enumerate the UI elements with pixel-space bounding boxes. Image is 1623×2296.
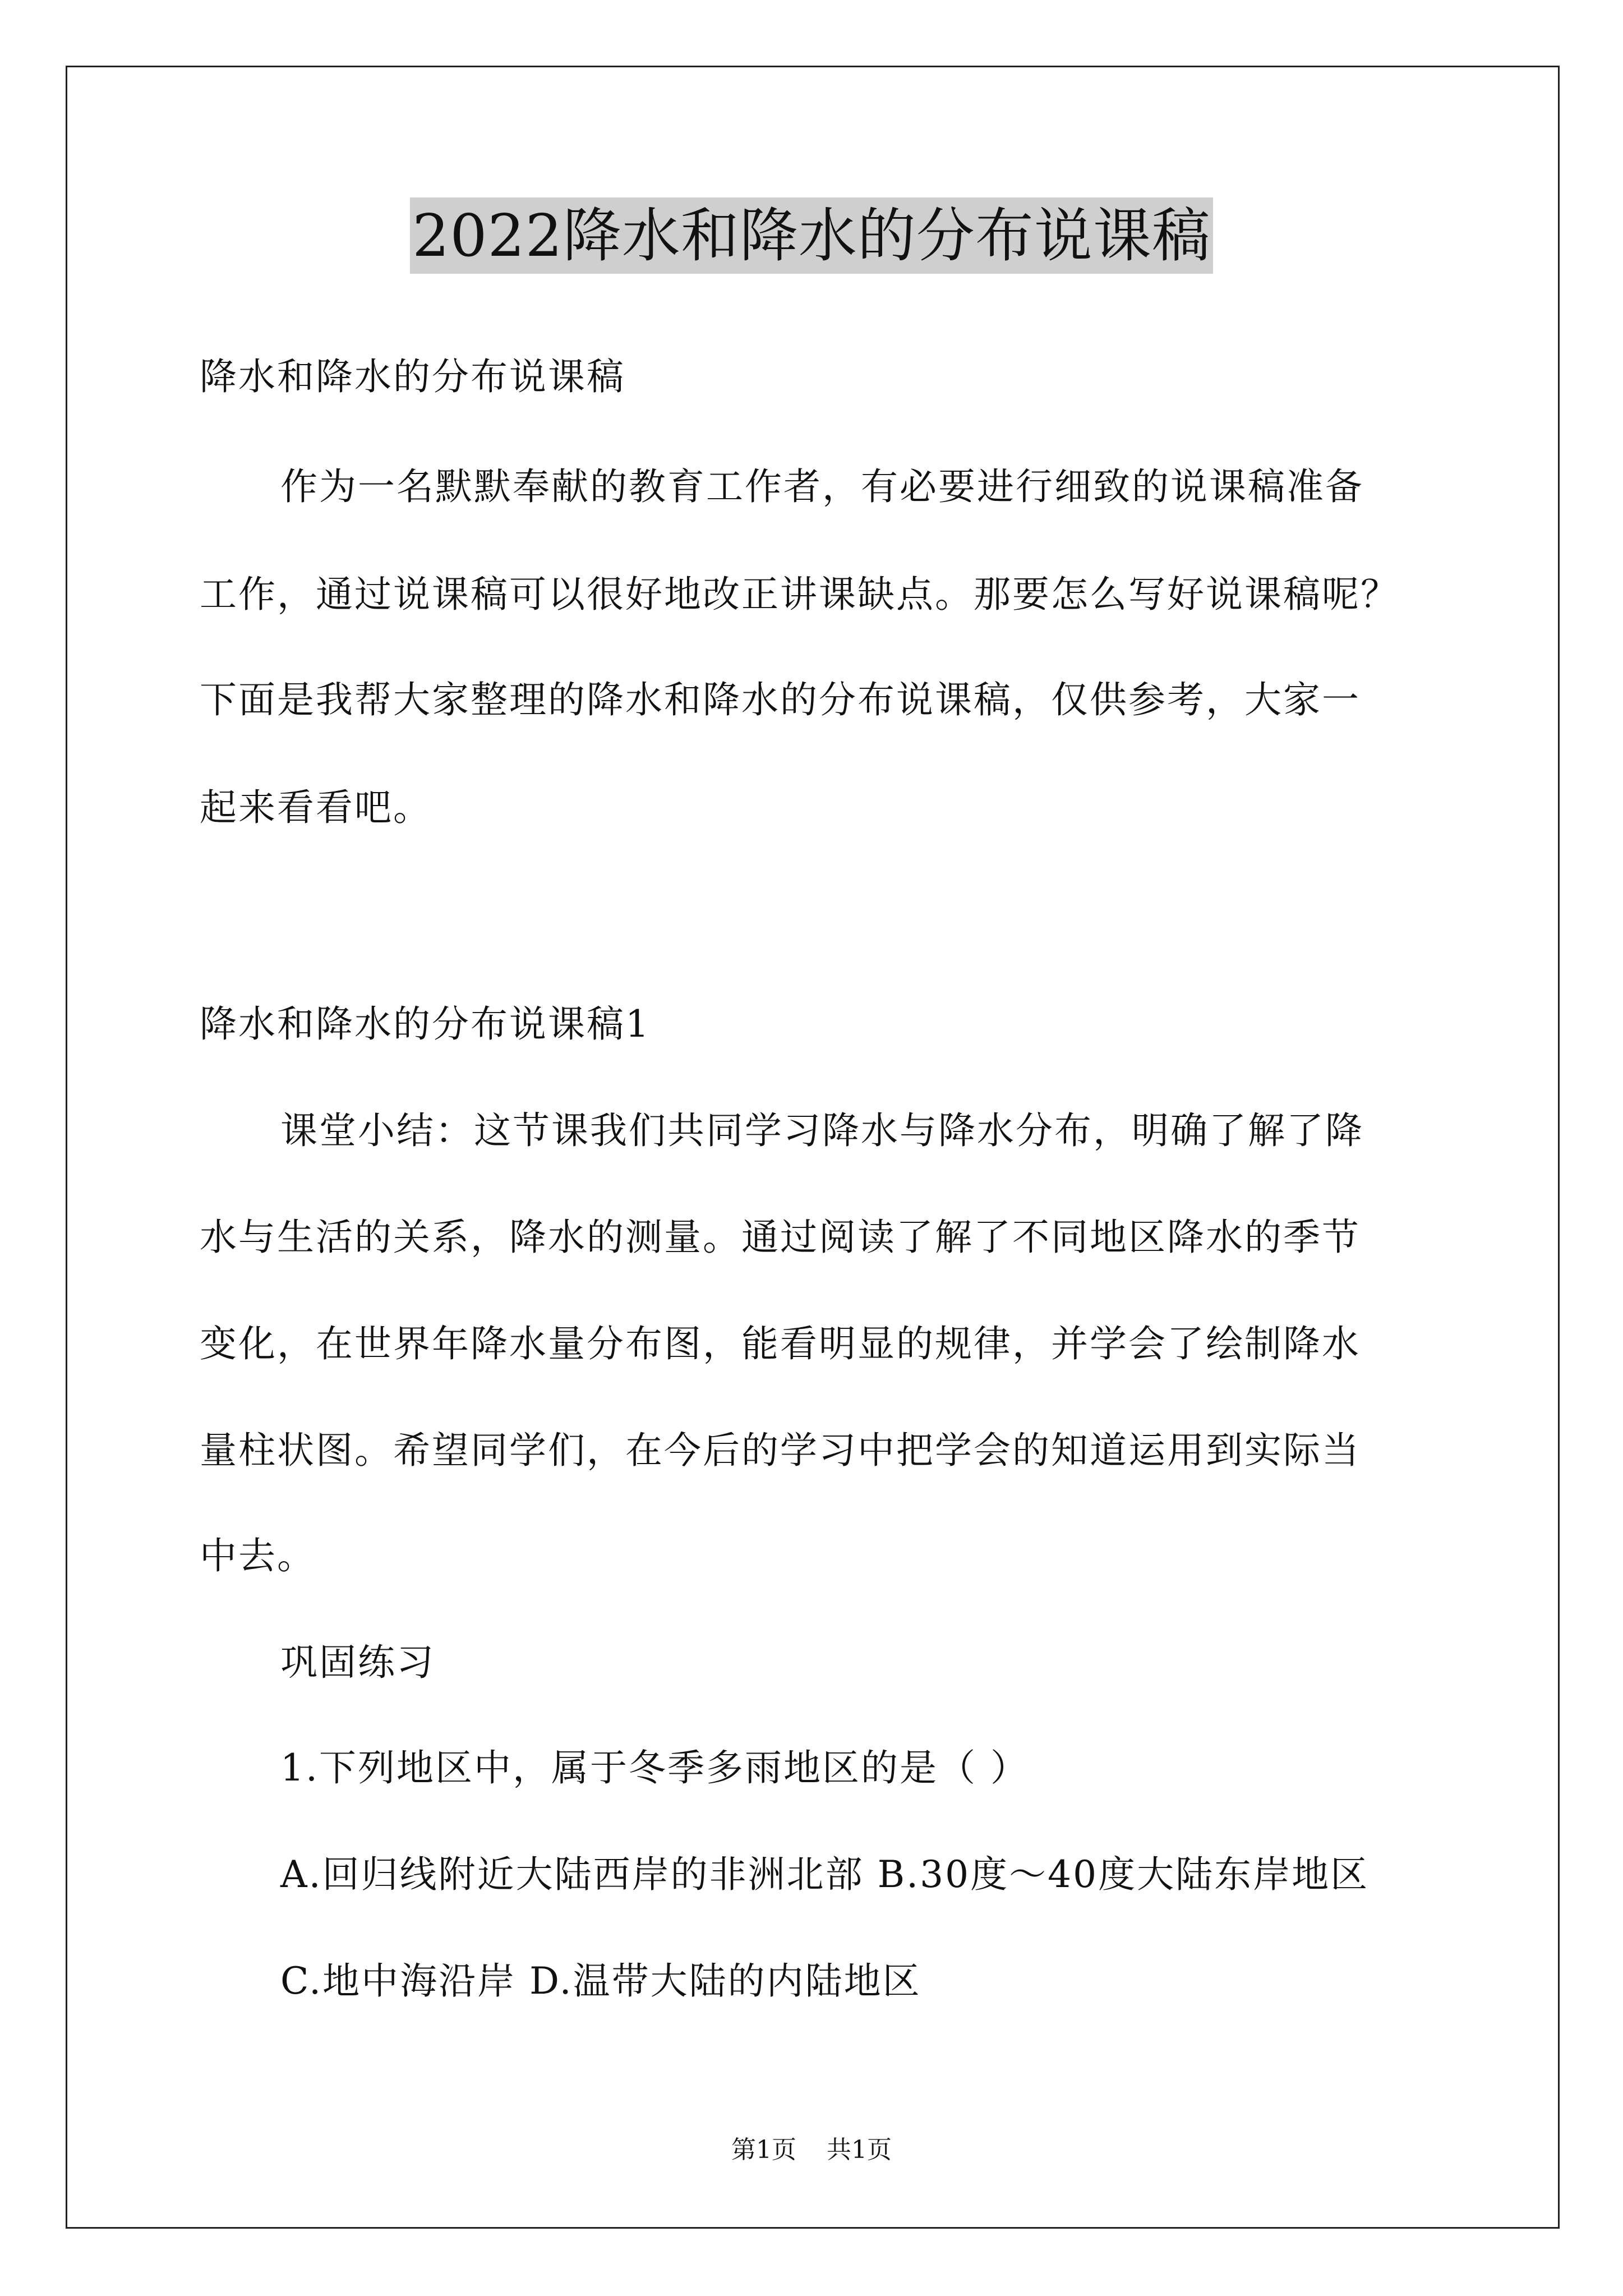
section-heading: 降水和降水的分布说课稿1 (200, 1002, 651, 1046)
subtitle-line: 降水和降水的分布说课稿 (200, 355, 625, 398)
page-number: 第1页 (731, 2136, 796, 2164)
paragraph-line: 工作，通过说课稿可以很好地改正讲课缺点。那要怎么写好说课稿呢？ (200, 573, 1399, 616)
paragraph-line: 变化，在世界年降水量分布图，能看明显的规律，并学会了绘制降水 (200, 1322, 1361, 1365)
paragraph-line: 课堂小结：这节课我们共同学习降水与降水分布，明确了解了降 (280, 1109, 1364, 1152)
page-footer (0, 2134, 1623, 2166)
question-line: 1.下列地区中，属于冬季多雨地区的是（ ） (280, 1746, 1029, 1789)
paragraph-line: 起来看看吧。 (200, 786, 432, 829)
paragraph-line: 下面是我帮大家整理的降水和降水的分布说课稿，仅供参考，大家一 (200, 678, 1361, 721)
title-container (0, 197, 1623, 274)
document-title: 2022降水和降水的分布说课稿 (410, 197, 1213, 274)
paragraph-line: 作为一名默默奉献的教育工作者，有必要进行细致的说课稿准备 (280, 465, 1364, 508)
option-line: A.回归线附近大陆西岸的非洲北部 B.30度～40度大陆东岸地区 (280, 1853, 1370, 1896)
paragraph-line: 中去。 (200, 1534, 316, 1577)
exercise-heading: 巩固练习 (280, 1641, 435, 1684)
paragraph-line: 水与生活的关系，降水的测量。通过阅读了解了不同地区降水的季节 (200, 1216, 1361, 1259)
option-line: C.地中海沿岸 D.温带大陆的内陆地区 (280, 1959, 921, 2003)
page-total: 共1页 (827, 2136, 892, 2164)
paragraph-line: 量柱状图。希望同学们，在今后的学习中把学会的知道运用到实际当 (200, 1429, 1361, 1472)
